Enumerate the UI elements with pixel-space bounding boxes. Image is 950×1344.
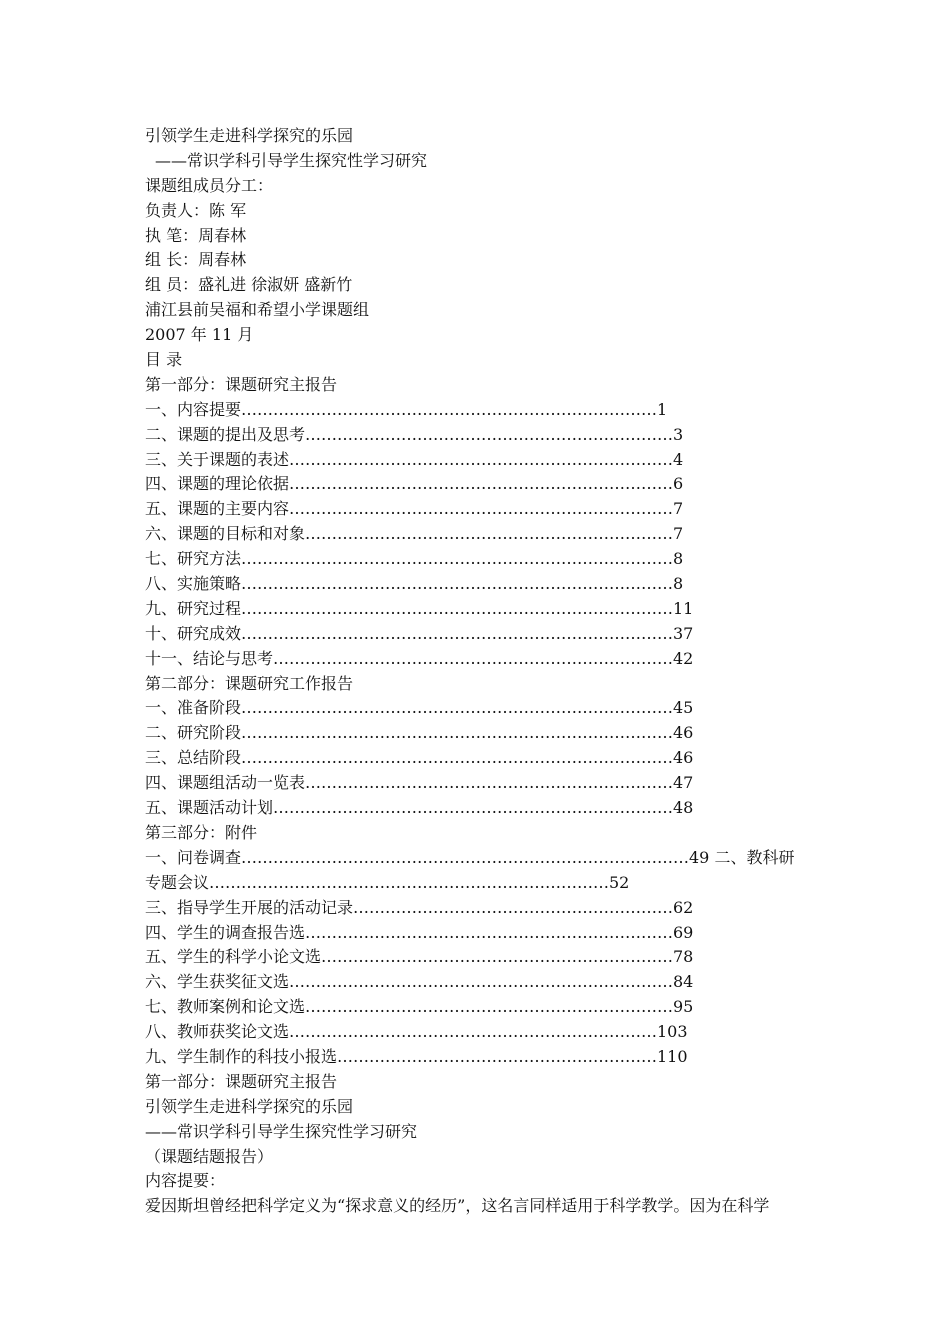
toc-entry: 八、实施策略………………………………………………………………………8 — [145, 574, 684, 594]
toc-entry: 三、总结阶段………………………………………………………………………46 — [145, 748, 694, 768]
document-page — [145, 124, 815, 1219]
toc-entry: 十一、结论与思考…………………………………………………………………42 — [145, 648, 694, 668]
toc-part-2-heading: 第二部分：课题研究工作报告 — [145, 673, 354, 693]
toc-entry: 三、关于课题的表述………………………………………………………………4 — [145, 449, 684, 469]
toc-entry: 四、课题的理论依据………………………………………………………………6 — [145, 474, 684, 494]
toc-entry: 一、内容提要……………………………………………………………………1 — [145, 399, 668, 419]
report-type-note: （课题结题报告） — [145, 1146, 274, 1166]
toc-entry: 四、学生的调查报告选……………………………………………………………69 — [145, 922, 694, 942]
team-heading: 课题组成员分工： — [145, 175, 274, 195]
toc-part-1-heading: 第一部分：课题研究主报告 — [145, 374, 338, 394]
team-head: 组 长：周春林 — [145, 250, 247, 270]
toc-entry: 九、学生制作的科技小报选……………………………………………………110 — [145, 1046, 688, 1066]
team-members: 组 员：盛礼进 徐淑妍 盛新竹 — [145, 275, 353, 295]
document-date: 2007 年 11 月 — [145, 325, 254, 345]
toc-entry: 七、研究方法………………………………………………………………………8 — [145, 549, 684, 569]
team-organization: 浦江县前吴福和希望小学课题组 — [145, 300, 370, 320]
abstract-paragraph: 爱因斯坦曾经把科学定义为“探求意义的经历”，这名言同样适用于科学教学。因为在科学 — [145, 1196, 770, 1216]
report-subtitle: ——常识学科引导学生探究性学习研究 — [145, 1121, 418, 1141]
abstract-heading: 内容提要： — [145, 1171, 226, 1191]
toc-entry: 六、课题的目标和对象……………………………………………………………7 — [145, 524, 684, 544]
toc-part-3-heading: 第三部分：附件 — [145, 822, 258, 842]
report-title: 引领学生走进科学探究的乐园 — [145, 1096, 354, 1116]
toc-entry: 八、教师获奖论文选……………………………………………………………103 — [145, 1022, 688, 1042]
toc-entry: 二、研究阶段………………………………………………………………………46 — [145, 723, 694, 743]
document-subtitle: ——常识学科引导学生探究性学习研究 — [155, 150, 428, 170]
toc-entry: 五、课题活动计划…………………………………………………………………48 — [145, 798, 694, 818]
toc-entry: 六、学生获奖征文选………………………………………………………………84 — [145, 972, 694, 992]
section-part-1-heading: 第一部分：课题研究主报告 — [145, 1071, 338, 1091]
team-writer: 执 笔：周春林 — [145, 225, 247, 245]
toc-entry: 一、问卷调查…………………………………………………………………………49 二、教科研 — [145, 847, 795, 867]
toc-entry: 五、学生的科学小论文选…………………………………………………………78 — [145, 947, 694, 967]
toc-entry: 一、准备阶段………………………………………………………………………45 — [145, 698, 694, 718]
toc-entry: 九、研究过程………………………………………………………………………11 — [145, 598, 694, 618]
toc-entry: 五、课题的主要内容………………………………………………………………7 — [145, 499, 684, 519]
toc-entry: 二、课题的提出及思考……………………………………………………………3 — [145, 424, 684, 444]
toc-entry: 十、研究成效………………………………………………………………………37 — [145, 623, 694, 643]
toc-entry: 七、教师案例和论文选……………………………………………………………95 — [145, 997, 694, 1017]
toc-entry: 四、课题组活动一览表……………………………………………………………47 — [145, 773, 694, 793]
toc-entry: 专题会议…………………………………………………………………52 — [145, 872, 630, 892]
toc-heading: 目 录 — [145, 350, 183, 370]
toc-entry: 三、指导学生开展的活动记录……………………………………………………62 — [145, 897, 694, 917]
team-leader: 负责人：陈 军 — [145, 200, 247, 220]
document-title: 引领学生走进科学探究的乐园 — [145, 126, 354, 145]
